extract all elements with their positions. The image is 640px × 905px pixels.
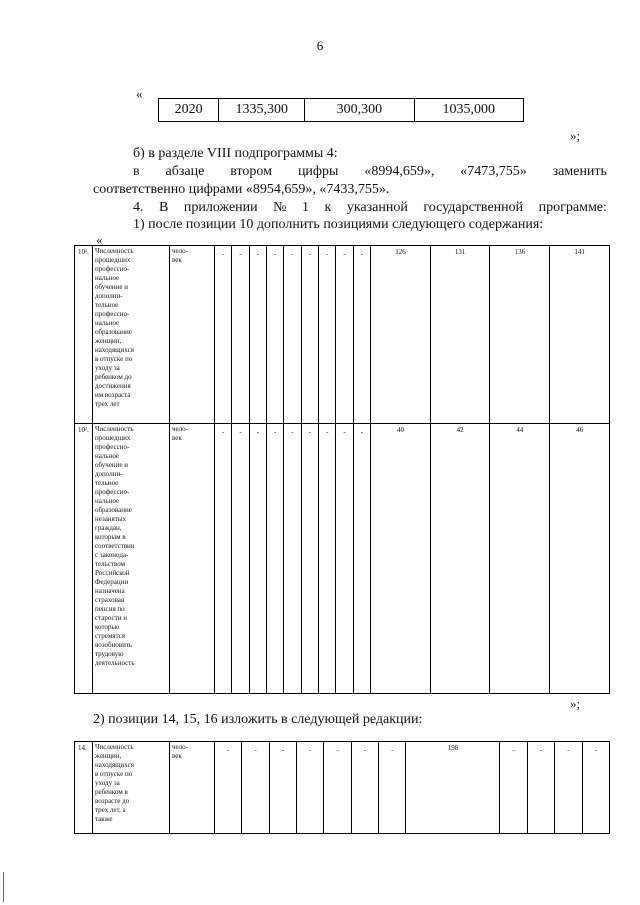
value-cell: 136 xyxy=(490,246,550,424)
indicator-name-line: в отпуске по xyxy=(95,770,133,778)
indicator-name-line: Численность xyxy=(95,247,134,255)
value-cell: - xyxy=(297,742,324,834)
unit-line: век xyxy=(172,434,182,442)
row-index: 10². xyxy=(75,424,93,694)
word: приложении xyxy=(183,200,258,215)
value-cell: - xyxy=(284,424,301,694)
word: «8994,659», xyxy=(364,164,435,179)
table-row xyxy=(159,99,524,122)
value-cell: - xyxy=(301,246,318,424)
value-cell: - xyxy=(500,742,527,834)
indicator-name-line: Численность xyxy=(95,743,134,751)
indicator-name-line: в отпуске по xyxy=(95,355,133,363)
value-cell: 126 xyxy=(371,246,431,424)
table-row xyxy=(75,424,610,694)
value-cell: - xyxy=(269,742,296,834)
indicator-name-line: достижения xyxy=(95,382,131,390)
word: цифры xyxy=(297,164,339,179)
table-cell-year: 2020 xyxy=(159,99,219,122)
indicator-name-line: обучение и xyxy=(95,461,129,469)
word: заменить xyxy=(552,164,607,179)
unit-line: век xyxy=(172,752,182,760)
unit-line: век xyxy=(172,256,182,264)
indicator-name-line: Российской xyxy=(95,569,130,577)
scan-edge-mark xyxy=(3,872,4,902)
indicator-name-line: тельством xyxy=(95,560,126,568)
word: указанной xyxy=(346,200,408,215)
indicator-name-line: деятельность xyxy=(95,659,135,667)
table-cell: 1035,000 xyxy=(414,99,524,122)
indicator-name-line: уходу за xyxy=(95,779,120,787)
value-cell: - xyxy=(319,246,336,424)
value-cell: - xyxy=(232,246,249,424)
value-cell: 44 xyxy=(490,424,550,694)
paragraph-1: 1) после позиции 10 дополнить позициями следующего содержания: xyxy=(133,217,544,232)
value-cell: - xyxy=(353,246,370,424)
indicator-name-line: профессио- xyxy=(95,488,130,496)
value-cell: - xyxy=(242,742,269,834)
indicator-name-line: тельное xyxy=(95,479,119,487)
word: 4. xyxy=(133,200,144,215)
paragraph-2: 2) позиции 14, 15, 16 изложить в следующей редакции: xyxy=(93,712,423,727)
value-cell: - xyxy=(336,246,353,424)
indicator-name-line: старости и xyxy=(95,614,127,622)
indicator-name-line: которые xyxy=(95,623,120,631)
indicator-name-line: дополни- xyxy=(95,470,123,478)
value-cell: - xyxy=(249,424,266,694)
value-cell: - xyxy=(379,742,406,834)
value-cell: - xyxy=(527,742,554,834)
table-row xyxy=(75,246,610,424)
word: государственной xyxy=(423,200,524,215)
budget-table xyxy=(158,98,524,122)
value-cell: - xyxy=(301,424,318,694)
value-cell: 198 xyxy=(406,742,500,834)
unit-line: чело- xyxy=(172,743,188,751)
indicator-name-line: соответствии xyxy=(95,542,135,550)
indicator-name-line: граждан, xyxy=(95,524,122,532)
indicator-name-line: незанятых xyxy=(95,515,127,523)
indicators-table-2 xyxy=(74,741,610,834)
indicator-name-line: уходу за xyxy=(95,364,120,372)
indicator-name-line: обучение и xyxy=(95,283,129,291)
value-cell: - xyxy=(215,424,232,694)
indicator-name-line: трудовую xyxy=(95,650,124,658)
close-quote-2: »; xyxy=(570,696,581,711)
word: к xyxy=(324,200,332,215)
indicator-name-line: профессио- xyxy=(95,265,130,273)
value-cell: 46 xyxy=(550,424,610,694)
paragraph-sootv: соответственно цифрами «8954,659», «7433,755». xyxy=(93,182,390,197)
indicator-name-line: с законода- xyxy=(95,551,129,559)
word: 1 xyxy=(302,200,310,215)
unit-line: чело- xyxy=(172,247,188,255)
indicator-name-line: им возраста xyxy=(95,391,131,399)
indicator-name xyxy=(93,742,170,834)
value-cell: - xyxy=(267,424,284,694)
indicator-name-line: страховая xyxy=(95,596,125,604)
indicator-name-line: находящихся xyxy=(95,761,134,769)
indicator-name-line: ребенком до xyxy=(95,373,132,381)
indicator-name-line: профессио- xyxy=(95,310,130,318)
value-cell: - xyxy=(232,424,249,694)
word: в xyxy=(133,164,140,179)
value-cell: - xyxy=(351,742,378,834)
value-cell: - xyxy=(336,424,353,694)
table-cell: 300,300 xyxy=(305,99,414,122)
indicator-name-line: также xyxy=(95,815,113,823)
unit-line: чело- xyxy=(172,425,188,433)
value-cell: - xyxy=(319,424,336,694)
indicator-name-line: возобновить xyxy=(95,641,133,649)
value-cell: - xyxy=(284,246,301,424)
row-index: 14. xyxy=(75,742,93,834)
open-quote-1: « xyxy=(136,86,143,101)
indicator-name-line: прошедших xyxy=(95,434,131,442)
word: программе: xyxy=(538,200,607,215)
indicator-name-line: нальное xyxy=(95,497,120,505)
indicator-name-line: образование xyxy=(95,506,132,514)
indicator-name-line: трех лет, а xyxy=(95,806,126,814)
word: «7473,755» xyxy=(460,164,527,179)
indicator-name-line: трех лет xyxy=(95,400,120,408)
indicators-table-1 xyxy=(74,245,610,694)
word: абзаце xyxy=(165,164,205,179)
word: В xyxy=(159,200,169,215)
indicator-name-line: нальное xyxy=(95,452,120,460)
unit-cell xyxy=(170,424,215,694)
value-cell: 141 xyxy=(550,246,610,424)
indicator-name-line: находящихся xyxy=(95,346,134,354)
value-cell: - xyxy=(215,742,242,834)
unit-cell xyxy=(170,742,215,834)
open-quote-2: « xyxy=(96,232,103,247)
indicator-name xyxy=(93,246,170,424)
value-cell: 131 xyxy=(430,246,490,424)
unit-cell xyxy=(170,246,215,424)
value-cell: - xyxy=(267,246,284,424)
value-cell: 40 xyxy=(371,424,431,694)
indicator-name-line: образование xyxy=(95,328,132,336)
indicator-name xyxy=(93,424,170,694)
indicator-name-line: женщин, xyxy=(95,337,122,345)
value-cell: - xyxy=(215,246,232,424)
indicator-name-line: Численность xyxy=(95,425,134,433)
value-cell: 42 xyxy=(430,424,490,694)
page-number: 6 xyxy=(316,38,324,53)
word: № xyxy=(273,200,287,215)
indicator-name-line: возрасте до xyxy=(95,797,130,805)
value-cell: - xyxy=(555,742,582,834)
paragraph-b: б) в разделе VIII подпрограммы 4: xyxy=(133,146,338,161)
indicator-name-line: Федерации xyxy=(95,578,129,586)
paragraph-4 xyxy=(133,199,607,216)
indicator-name-line: тельное xyxy=(95,301,119,309)
indicator-name-line: которым в xyxy=(95,533,126,541)
indicator-name-line: стремятся xyxy=(95,632,125,640)
table-cell: 1335,300 xyxy=(219,99,305,122)
paragraph-abzac xyxy=(133,163,607,180)
indicator-name-line: пенсия по xyxy=(95,605,125,613)
value-cell: - xyxy=(353,424,370,694)
indicator-name-line: назначена xyxy=(95,587,125,595)
table-row xyxy=(75,742,610,834)
indicator-name-line: дополни- xyxy=(95,292,123,300)
indicator-name-line: нальное xyxy=(95,319,120,327)
value-cell: - xyxy=(324,742,351,834)
indicator-name-line: профессио- xyxy=(95,443,130,451)
value-cell: - xyxy=(249,246,266,424)
row-index: 10¹. xyxy=(75,246,93,424)
word: втором xyxy=(230,164,273,179)
indicator-name-line: прошедших xyxy=(95,256,131,264)
indicator-name-line: ребенком в xyxy=(95,788,128,796)
indicator-name-line: женщин, xyxy=(95,752,122,760)
value-cell: - xyxy=(582,742,609,834)
close-quote-1: »; xyxy=(570,128,581,143)
indicator-name-line: нальное xyxy=(95,274,120,282)
